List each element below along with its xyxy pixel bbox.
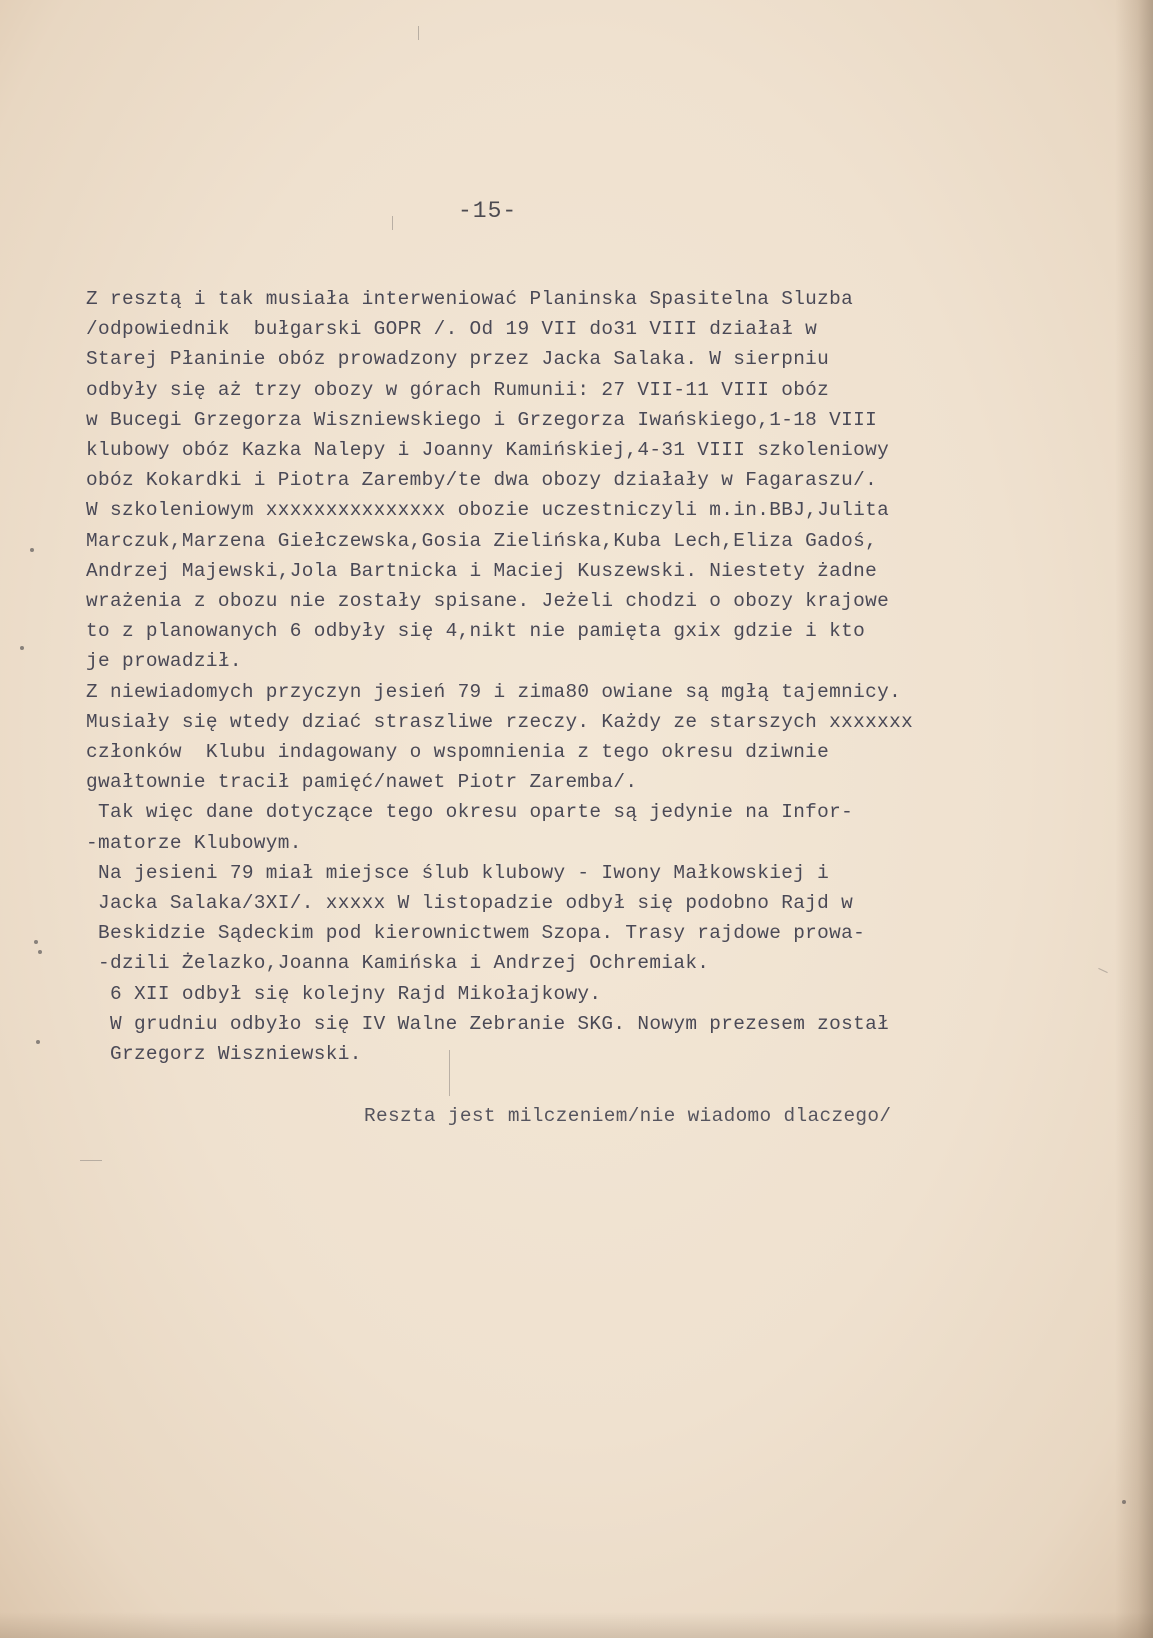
text-line: W szkoleniowym xxxxxxxxxxxxxxx obozie uczestniczyli m.in.BBJ,Julita (86, 499, 890, 522)
text-line: Jacka Salaka/3XI/. xxxxx W listopadzie odbył się podobno Rajd w (86, 892, 854, 915)
text-line: Z niewiadomych przyczyn jesień 79 i zima80 owiane są mgłą tajemnicy. (86, 680, 902, 703)
text-line: Na jesieni 79 miał miejsce ślub klubowy - Iwony Małkowskiej i (86, 861, 830, 884)
text-line: Z resztą i tak musiała interweniować Planinska Spasitelna Sluzba (86, 288, 854, 310)
page-number: -15- (458, 198, 518, 224)
text-line: w Bucegi Grzegorza Wiszniewskiego i Grzegorza Iwańskiego,1-18 VIII (86, 408, 878, 431)
text-line: W grudniu odbyło się IV Walne Zebranie SKG. Nowym prezesem został (86, 1012, 890, 1035)
text-line: -dzili Żelazko,Joanna Kamińska i Andrzej Ochremiak. (86, 952, 710, 975)
scan-mark (392, 216, 393, 230)
scan-speck (36, 1040, 40, 1044)
scan-speck (30, 548, 34, 552)
scan-mark (418, 26, 419, 40)
page-edge-shadow (1115, 0, 1153, 1638)
text-line: wrażenia z obozu nie zostały spisane. Jeżeli chodzi o obozy krajowe (86, 590, 890, 613)
text-line: Beskidzie Sądeckim pod kierownictwem Szopa. Trasy rajdowe prowa- (86, 922, 866, 945)
closing-line: Reszta jest milczeniem/nie wiadomo dlaczego/ (364, 1105, 892, 1127)
text-line: 6 XII odbył się kolejny Rajd Mikołajkowy. (86, 982, 602, 1005)
text-line: to z planowanych 6 odbyły się 4,nikt nie pamięta gxix gdzie i kto (86, 620, 866, 643)
text-line: obóz Kokardki i Piotra Zaremby/te dwa obozy działały w Fagaraszu/. (86, 469, 878, 492)
text-line: Tak więc dane dotyczące tego okresu oparte są jedynie na Infor- (86, 801, 854, 824)
text-line: gwałtownie tracił pamięć/nawet Piotr Zaremba/. (86, 771, 638, 794)
text-line: klubowy obóz Kazka Nalepy i Joanny Kamińskiej,4-31 VIII szkoleniowy (86, 439, 890, 462)
scan-mark (1098, 968, 1107, 973)
scan-mark (449, 1050, 450, 1096)
text-line: Marczuk,Marzena Giełczewska,Gosia Zielińska,Kuba Lech,Eliza Gadoś, (86, 529, 878, 552)
text-line: odbyły się aż trzy obozy w górach Rumunii: 27 VII-11 VIII obóz (86, 378, 830, 401)
text-line: Grzegorz Wiszniewski. (86, 1043, 362, 1066)
text-line: Starej Płaninie obóz prowadzony przez Jacka Salaka. W sierpniu (86, 348, 830, 371)
text-line: /odpowiednik bułgarski GOPR /. Od 19 VII do31 VIII działał w (86, 318, 818, 341)
text-line: Musiały się wtedy dziać straszliwe rzeczy. Każdy ze starszych xxxxxxx (86, 710, 914, 733)
body-text (86, 284, 1086, 1069)
scan-speck (20, 646, 24, 650)
scan-speck (34, 940, 38, 944)
page-bottom-shadow (0, 1612, 1153, 1638)
scan-mark (80, 1160, 102, 1161)
scan-speck (38, 950, 42, 954)
text-line: je prowadził. (86, 650, 242, 673)
text-line: -matorze Klubowym. (86, 831, 302, 854)
text-line: Andrzej Majewski,Jola Bartnicka i Maciej Kuszewski. Niestety żadne (86, 559, 878, 582)
text-line: członków Klubu indagowany o wspomnienia z tego okresu dziwnie (86, 741, 830, 764)
